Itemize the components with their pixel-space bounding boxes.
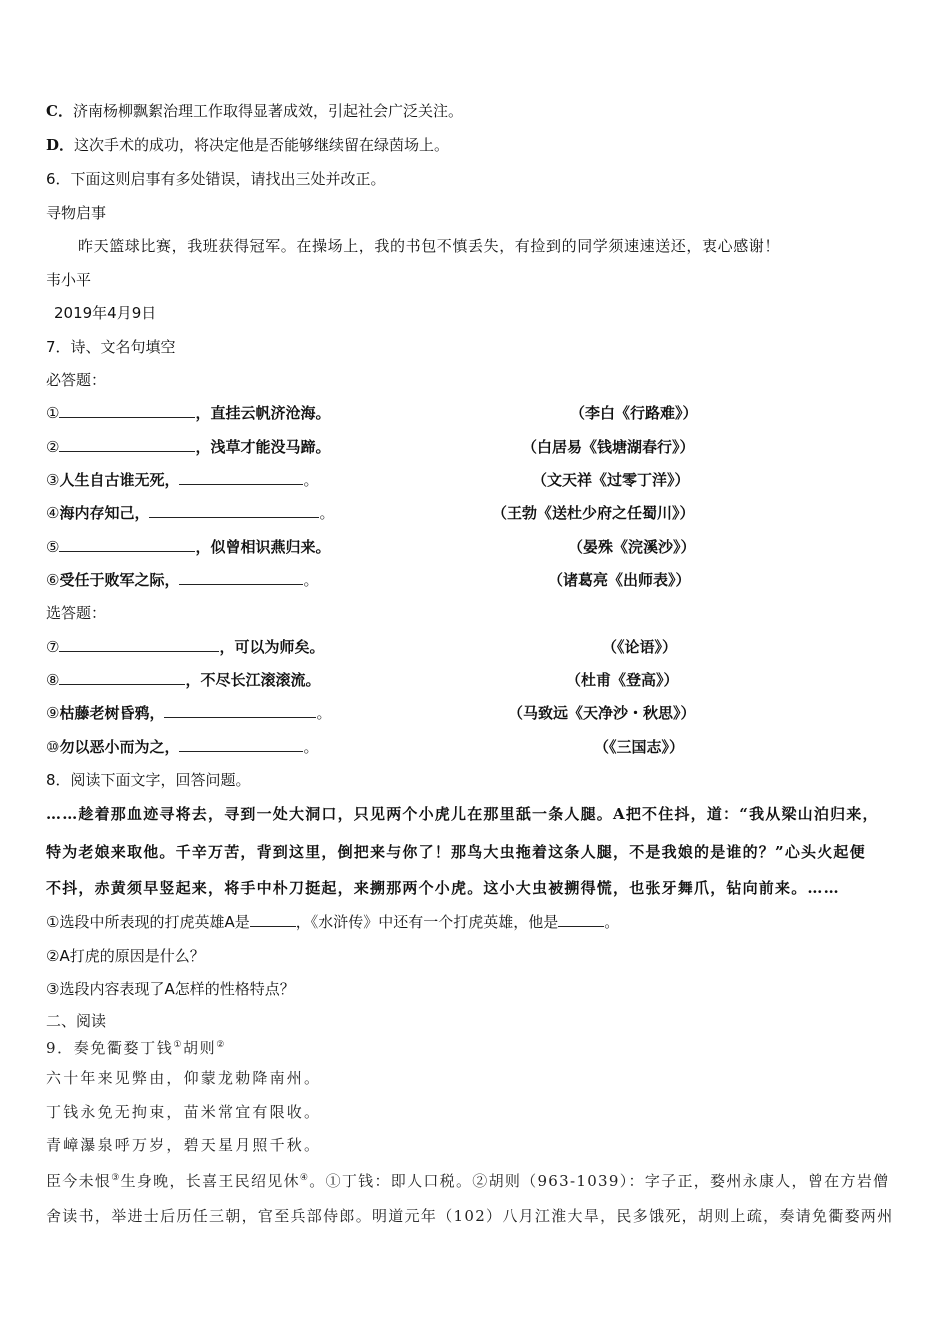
option-c-text: 济南杨柳飘絮治理工作取得显著成效，引起社会广泛关注。 [72, 102, 463, 120]
citation-4: （王勃《送杜少府之任蜀川》） [492, 504, 695, 522]
citation-5: （晏殊《浣溪沙》） [568, 538, 696, 556]
answer-blank[interactable] [59, 437, 195, 452]
item-text: 人生自古谁无死， [59, 471, 180, 489]
footnotes-text: 。①丁钱：即人口税。②胡则（963-1039）：字子正，婺州永康人，曾在方岩僧 [309, 1172, 890, 1190]
sub-question-1-part1: ①选段中所表现的打虎英雄A是 [46, 913, 250, 931]
answer-blank[interactable] [164, 703, 316, 718]
question-6-text: 下面这则启事有多处错误，请找出三处并改正。 [70, 170, 386, 188]
question-8-prompt [46, 770, 251, 790]
sub-question-2: ②A打虎的原因是什么？ [46, 947, 205, 965]
item-marker: ④ [46, 504, 60, 522]
footnotes-continuation: 舍读书，举进士后历任三朝，官至兵部侍郎。明道元年（102）八月江淮大旱，民多饿死，胡则上疏，奏请免衢婺两州 [46, 1207, 894, 1225]
item-text: 枯藤老树昏鸦， [59, 704, 165, 722]
footnote-marker: ③ [111, 1173, 121, 1183]
citation-3: （文天祥《过零丁洋》） [532, 471, 690, 489]
fill-item-4 [46, 503, 334, 523]
fill-item-3 [46, 470, 318, 490]
answer-blank[interactable] [250, 912, 296, 927]
item-text: 海内存知己， [59, 504, 150, 522]
item-end: 。 [303, 738, 319, 756]
citation-7: （《论语》） [602, 638, 678, 656]
notice-title: 寻物启事 [46, 204, 107, 222]
item-text: ，似曾相识燕归来。 [195, 538, 331, 556]
citation-1: （李白《行路难》） [570, 404, 698, 422]
fill-item-5 [46, 537, 330, 557]
sub-question-1-part2: ，《水浒传》中还有一个打虎英雄，他是 [295, 913, 559, 931]
section-2-title: 二、阅读 [46, 1012, 107, 1030]
item-marker: ⑤ [46, 538, 60, 556]
item-text: ，不尽长江滚滚流。 [185, 671, 321, 689]
poem-line-4-part2: 生身晚，长喜王民绍见休 [120, 1172, 300, 1190]
question-7-title [46, 337, 176, 357]
poem-title: 奏免衢婺丁钱 [73, 1039, 174, 1057]
item-marker: ⑦ [46, 638, 60, 656]
citation-8: （杜甫《登高》） [566, 671, 679, 689]
answer-blank[interactable] [59, 637, 219, 652]
item-text: ，浅草才能没马蹄。 [195, 438, 331, 456]
notice-signature: 韦小平 [46, 271, 92, 289]
poem-line-1: 六十年来见弊由，仰蒙龙勅降南州。 [46, 1069, 322, 1087]
poem-author: 胡则 [183, 1039, 217, 1057]
question-6-prompt [46, 169, 386, 189]
item-marker: ⑧ [46, 671, 60, 689]
citation-6: （诸葛亮《出师表》） [548, 571, 691, 589]
fill-item-6 [46, 570, 318, 590]
item-text: 受任于败军之际， [59, 571, 180, 589]
fill-item-9 [46, 703, 331, 723]
question-9-number: 9． [46, 1039, 74, 1057]
option-c-letter: C． [46, 102, 73, 120]
item-text: 勿以恶小而为之， [59, 738, 180, 756]
passage-line-1: ……趁着那血迹寻将去，寻到一处大洞口，只见两个小虎儿在那里舐一条人腿。A把不住抖，道：“我从梁山泊归来， [46, 805, 879, 823]
answer-blank[interactable] [179, 737, 303, 752]
fill-item-7 [46, 637, 324, 657]
option-d-letter: D． [46, 136, 75, 154]
fill-item-2 [46, 437, 330, 457]
item-marker: ⑥ [46, 571, 60, 589]
item-text: ，可以为师矣。 [219, 638, 325, 656]
question-7-number: 7． [46, 338, 71, 356]
fill-item-8 [46, 670, 320, 690]
sub-question-1-end: 。 [604, 913, 620, 931]
sub-question-3: ③选段内容表现了A怎样的性格特点？ [46, 980, 295, 998]
answer-blank[interactable] [179, 570, 303, 585]
item-marker: ② [46, 438, 60, 456]
fill-item-10 [46, 737, 318, 757]
answer-blank[interactable] [59, 670, 185, 685]
poem-line-3: 青嶂瀑泉呼万岁，碧天星月照千秋。 [46, 1136, 322, 1154]
item-end: 。 [303, 571, 319, 589]
notice-body: 昨天篮球比赛，我班获得冠军。在操场上，我的书包不慎丢失，有捡到的同学须速速送还，衷心感谢！ [78, 237, 781, 255]
poem-line-4-with-notes [46, 1168, 889, 1191]
answer-blank[interactable] [558, 912, 604, 927]
citation-9: （马致远《天净沙・秋思》） [508, 704, 696, 722]
poem-line-2: 丁钱永免无拘束，苗米常宜有限收。 [46, 1103, 322, 1121]
citation-2: （白居易《钱塘湖春行》） [522, 438, 695, 456]
option-d [46, 135, 449, 155]
item-end: 。 [319, 504, 335, 522]
answer-blank[interactable] [149, 503, 319, 518]
passage-line-2: 特为老娘来取他。千辛万苦，背到这里，倒把来与你了！那鸟大虫拖着这条人腿，不是我娘的是谁的？”心头火起便 [46, 843, 866, 861]
item-marker: ⑨ [46, 704, 60, 722]
option-c [46, 101, 463, 121]
item-marker: ⑩ [46, 738, 60, 756]
item-marker: ③ [46, 471, 60, 489]
question-8-number: 8． [46, 771, 71, 789]
optional-label: 选答题： [46, 604, 107, 622]
footnote-marker: ② [216, 1040, 226, 1050]
answer-blank[interactable] [59, 403, 195, 418]
item-end: 。 [316, 704, 332, 722]
poem-line-4-part1: 臣今未恨 [46, 1172, 112, 1190]
answer-blank[interactable] [179, 470, 303, 485]
notice-date: 2019年4月9日 [54, 304, 157, 322]
item-end: 。 [303, 471, 319, 489]
passage-line-3: 不抖，赤黄须早竖起来，将手中朴刀挺起，来搠那两个小虎。这小大虫被搠得慌，也张牙舞爪，钻向前来。…… [46, 879, 840, 897]
citation-10: （《三国志》） [594, 738, 685, 756]
question-9-title [46, 1035, 226, 1058]
footnote-marker: ④ [299, 1173, 310, 1183]
answer-blank[interactable] [59, 537, 195, 552]
sub-question-1 [46, 912, 619, 932]
item-text: ，直挂云帆济沧海。 [195, 404, 331, 422]
fill-item-1 [46, 403, 330, 423]
footnote-marker: ① [173, 1040, 184, 1050]
question-8-text: 阅读下面文字，回答问题。 [70, 771, 251, 789]
required-label: 必答题： [46, 371, 107, 389]
question-6-number: 6． [46, 170, 71, 188]
item-marker: ① [46, 404, 60, 422]
option-d-text: 这次手术的成功，将决定他是否能够继续留在绿茵场上。 [74, 136, 450, 154]
question-7-text: 诗、文名句填空 [70, 338, 176, 356]
